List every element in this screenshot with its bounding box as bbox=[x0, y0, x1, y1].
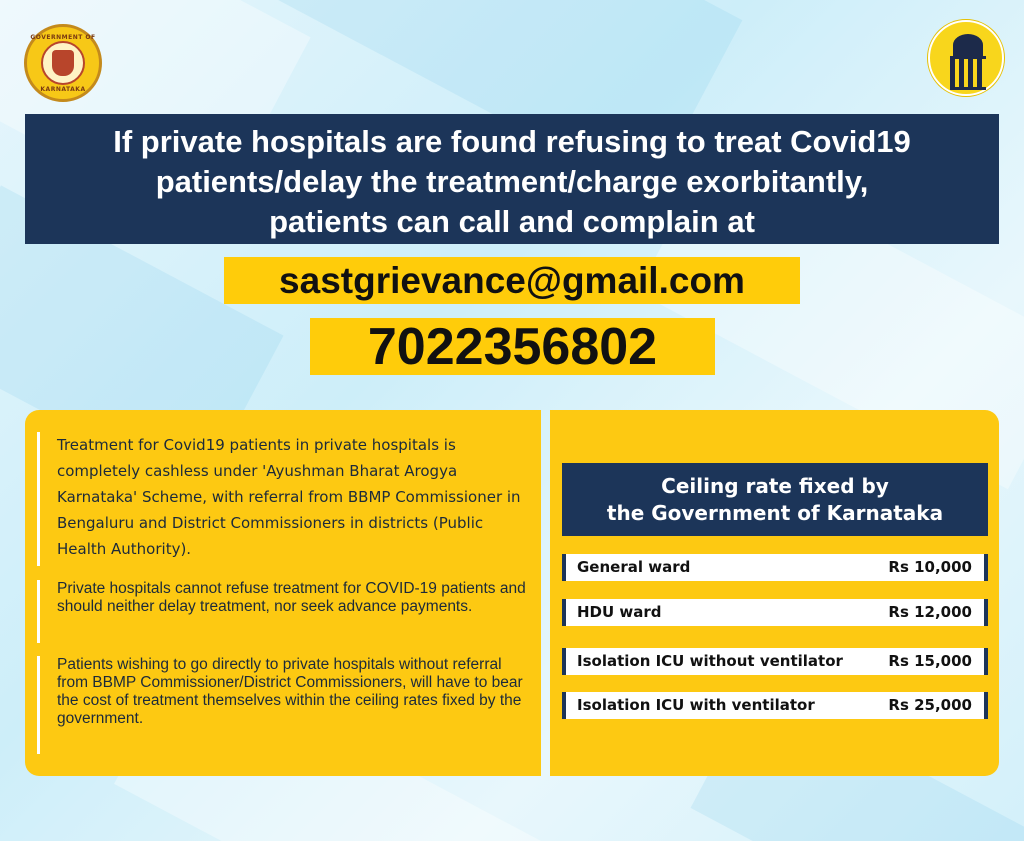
rate-price: Rs 12,000 bbox=[888, 603, 972, 621]
headline-line-3: patients can call and complain at bbox=[269, 204, 755, 239]
headline-line-2: patients/delay the treatment/charge exorbitantly, bbox=[155, 164, 869, 199]
paragraph-divider bbox=[37, 656, 40, 754]
rate-row-general-ward bbox=[562, 554, 988, 581]
rate-row-hdu-ward bbox=[562, 599, 988, 626]
info-paragraph-cashless: Treatment for Covid19 patients in private hospitals is completely cashless under 'Ayushman Bharat Arogya Karnataka' Scheme, with referral from BBMP Commissioner in Bengaluru and District Commissioners in districts (Public Health Authority). bbox=[37, 432, 537, 566]
vidhana-soudha-logo-icon bbox=[928, 20, 1004, 96]
info-paragraph-direct-admission: Patients wishing to go directly to private hospitals without referral from BBMP Commissioner/District Commissioners, will have to bear the cost of treatment themselves within the ceiling rates fixed by the government. bbox=[37, 656, 527, 754]
info-paragraph-no-refusal: Private hospitals cannot refuse treatment for COVID-19 patients and should neither delay treatment, nor seek advance payments. bbox=[37, 580, 527, 643]
rate-price: Rs 15,000 bbox=[888, 652, 972, 670]
ceiling-rate-panel bbox=[550, 410, 999, 776]
paragraph-divider bbox=[37, 432, 40, 566]
info-panel bbox=[25, 410, 541, 776]
rate-label: HDU ward bbox=[577, 603, 662, 621]
complaint-phone[interactable]: 7022356802 bbox=[310, 318, 715, 375]
rate-row-icu-without-ventilator bbox=[562, 648, 988, 675]
headline-banner bbox=[25, 114, 999, 244]
paragraph-divider bbox=[37, 580, 40, 643]
rate-price: Rs 10,000 bbox=[888, 558, 972, 576]
ceiling-rate-title: Ceiling rate fixed by the Government of Karnataka bbox=[562, 463, 988, 536]
rate-label: Isolation ICU without ventilator bbox=[577, 652, 843, 670]
rate-row-icu-with-ventilator bbox=[562, 692, 988, 719]
rate-label: Isolation ICU with ventilator bbox=[577, 696, 815, 714]
government-of-karnataka-emblem-icon: GOVERNMENT OF KARNATAKA bbox=[24, 24, 102, 102]
complaint-email[interactable]: sastgrievance@gmail.com bbox=[224, 257, 800, 304]
headline-line-1: If private hospitals are found refusing to treat Covid19 bbox=[113, 124, 911, 159]
rate-price: Rs 25,000 bbox=[888, 696, 972, 714]
rate-label: General ward bbox=[577, 558, 691, 576]
